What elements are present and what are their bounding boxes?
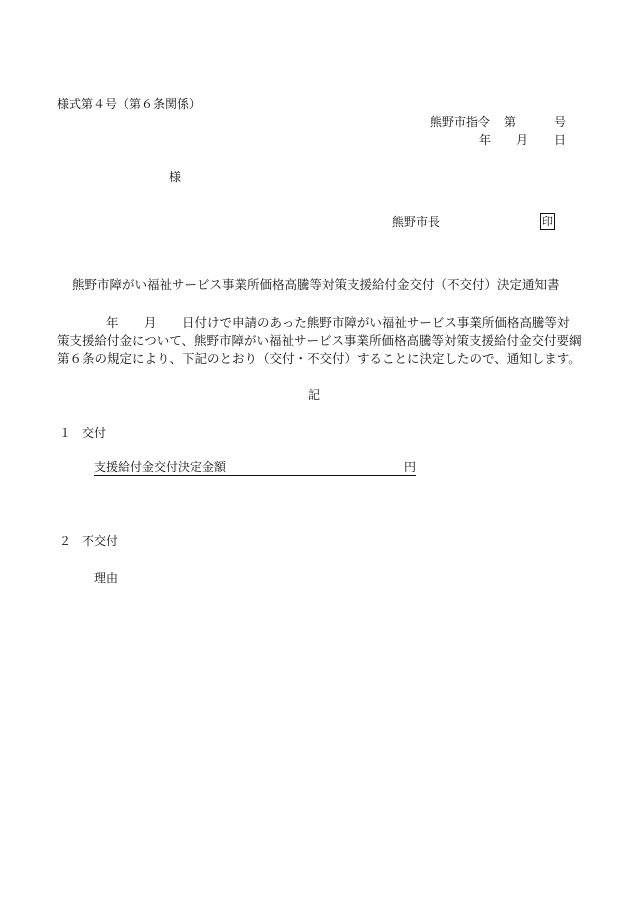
reference-dai: 第: [504, 115, 517, 129]
body-year-label: 年: [106, 315, 119, 330]
body-month-label: 月: [144, 315, 157, 330]
date-day-label: 日: [554, 133, 567, 147]
notice-title: 熊野市障がい福祉サービス事業所価格高騰等対策支援給付金交付（不交付）決定通知書: [72, 277, 560, 292]
date-year-label: 年: [479, 133, 492, 147]
section-1-heading: 交付: [82, 426, 107, 440]
grant-amount-label: 支援給付金交付決定金額: [94, 460, 227, 474]
body-line-1: 日付けで申請のあった熊野市障がい福祉サービス事業所価格高騰等対: [182, 315, 570, 330]
section-2-number: ２: [59, 534, 72, 548]
section-2-heading: 不交付: [82, 534, 119, 548]
body-line-2: 策支援給付金について、熊野市障がい福祉サービス事業所価格高騰等対策支援給付金交付要綱: [57, 333, 582, 348]
date-month-label: 月: [516, 133, 529, 147]
section-1-number: １: [59, 426, 72, 440]
yen-unit: 円: [403, 460, 416, 474]
ki-marker: 記: [308, 388, 321, 402]
form-number: 様式第４号（第６条関係）: [57, 97, 202, 111]
issuer-reference: 熊野市指令: [430, 115, 491, 129]
addressee-honorific: 様: [169, 170, 182, 184]
sender-title: 熊野市長: [392, 215, 441, 229]
reason-label: 理由: [94, 571, 119, 585]
reference-go: 号: [554, 115, 567, 129]
seal-stamp: 印: [542, 215, 553, 228]
body-line-3: 第６条の規定により、下記のとおり（交付・不交付）することに決定したので、通知します。: [57, 351, 581, 366]
grant-amount-field: [94, 459, 416, 476]
